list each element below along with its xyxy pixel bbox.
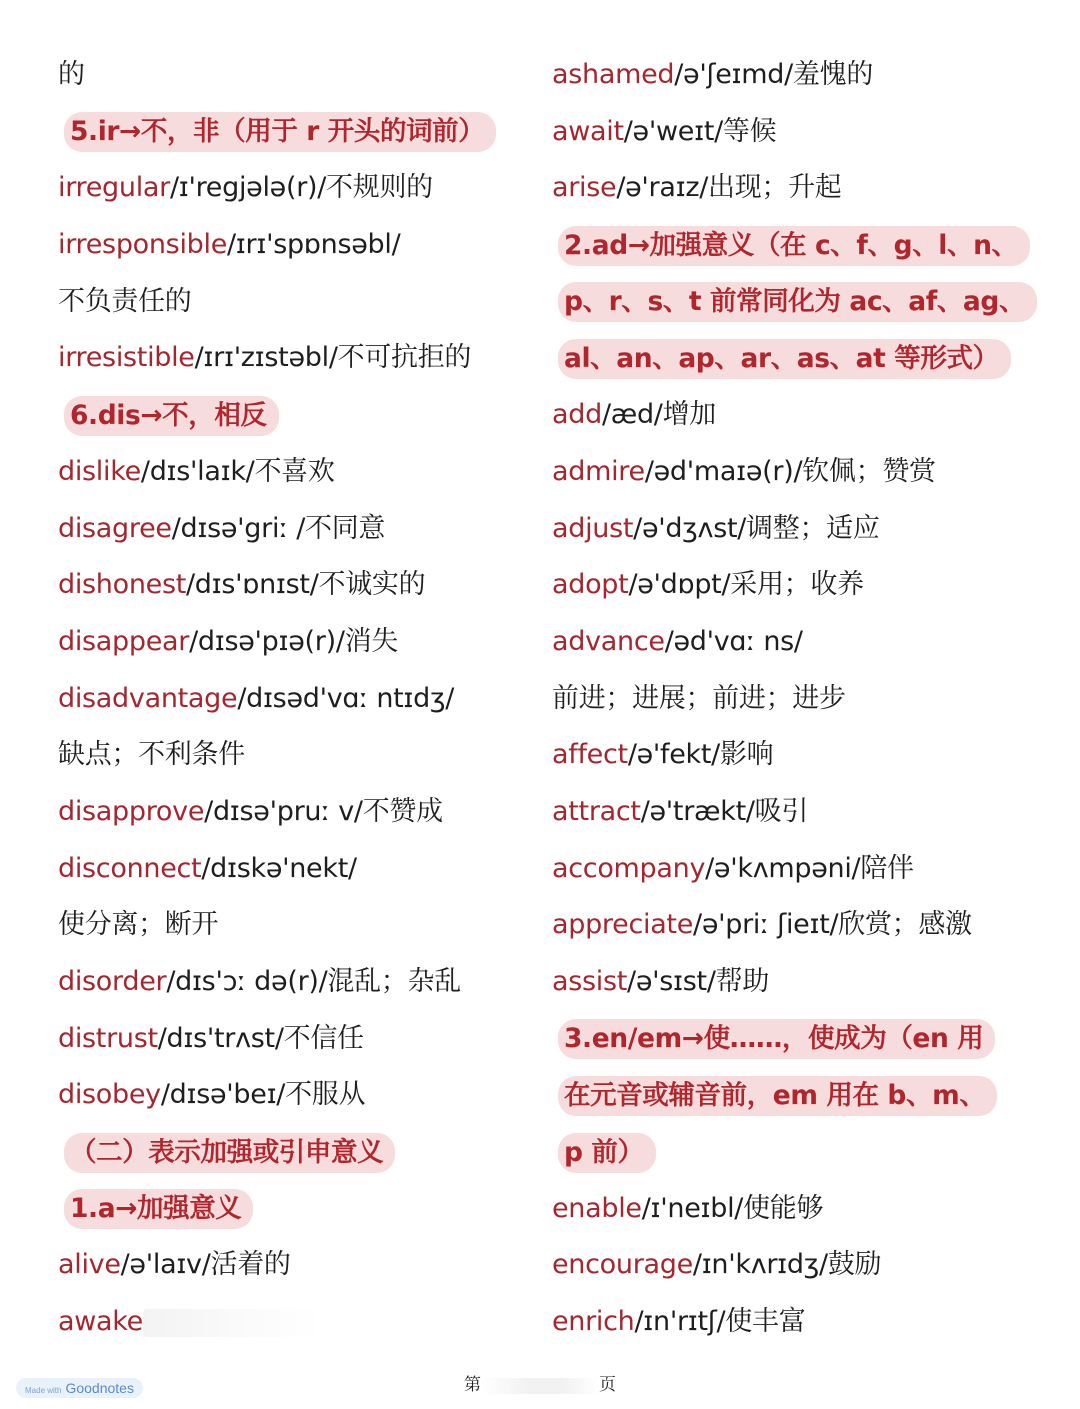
line-text: 的	[58, 59, 85, 90]
badge-brand-text: Goodnotes	[65, 1380, 134, 1396]
vocab-word: advance	[552, 625, 665, 657]
vocab-entry	[552, 897, 1042, 954]
vocab-entry	[552, 954, 1042, 1011]
vocab-word: disapprove	[58, 795, 205, 827]
vocab-definition: /dɪs'ɔː də(r)/混乱；杂乱	[166, 966, 461, 997]
vocab-definition: /ə'priː ʃieɪt/欣赏；感激	[693, 909, 972, 941]
vocab-definition: /ɪ'regjələ(r)/不规则的	[169, 172, 433, 204]
vocab-definition: /əd'maɪə(r)/钦佩；赞赏	[644, 455, 936, 487]
vocab-word: encourage	[552, 1249, 693, 1281]
vocab-entry	[552, 1237, 1042, 1294]
page-suffix: 页	[599, 1375, 616, 1395]
vocab-entry	[552, 557, 1042, 614]
vocab-entry	[58, 1294, 528, 1351]
vocab-entry	[552, 841, 1042, 898]
vocab-word: ashamed	[552, 59, 675, 90]
section-heading	[58, 104, 528, 161]
badge-small-text: Made with	[25, 1386, 62, 1395]
vocab-entry	[58, 1067, 528, 1124]
heading-text: 2.ad→加强意义（在 c、f、g、l、n、	[558, 226, 1030, 266]
vocab-word: affect	[552, 739, 628, 771]
vocab-definition: /dɪsə'griː /不同意	[171, 512, 386, 544]
vocab-entry	[552, 47, 1042, 104]
vocab-definition: /dɪs'laɪk/不喜欢	[140, 455, 335, 487]
vocab-entry	[58, 217, 528, 274]
vocab-word: disorder	[58, 966, 167, 997]
text-line	[552, 671, 1042, 728]
vocab-definition: /dɪskə'nekt/	[201, 852, 357, 884]
vocab-definition: /dɪsə'beɪ/不服从	[160, 1079, 366, 1111]
vocab-word: distrust	[58, 1022, 158, 1054]
vocab-word: assist	[552, 966, 628, 997]
vocab-word: dislike	[58, 455, 141, 487]
vocab-entry	[58, 954, 528, 1011]
vocab-definition: /ə'kʌmpəni/陪伴	[705, 852, 914, 884]
vocab-definition: /ɪrɪ'spɒnsəbl/	[227, 229, 401, 261]
text-line	[58, 727, 528, 784]
vocab-word: await	[552, 115, 624, 147]
goodnotes-badge[interactable]	[16, 1378, 143, 1398]
vocab-entry	[58, 160, 528, 217]
vocab-definition: /əd'vɑː ns/	[664, 625, 803, 657]
heading-text: 5.ir→不，非（用于 r 开头的词前）	[64, 112, 496, 152]
line-text: 缺点；不利条件	[58, 739, 245, 771]
vocab-entry	[552, 727, 1042, 784]
text-line	[58, 897, 528, 954]
vocab-word: admire	[552, 455, 645, 487]
vocab-entry	[58, 330, 528, 387]
section-heading	[552, 330, 1042, 387]
vocab-word: arise	[552, 172, 617, 204]
text-line	[58, 274, 528, 331]
vocab-entry	[58, 614, 528, 671]
vocab-word: disadvantage	[58, 682, 238, 714]
section-heading	[552, 1124, 1042, 1181]
vocab-definition: /dɪsə'pɪə(r)/消失	[189, 625, 399, 657]
heading-text: 3.en/em→使……，使成为（en 用	[558, 1019, 995, 1059]
vocab-definition: /ɪn'kʌrɪdʒ/鼓励	[692, 1249, 882, 1281]
vocab-word: enrich	[552, 1306, 635, 1338]
vocab-word: disconnect	[58, 852, 202, 884]
vocab-word: irresistible	[58, 342, 195, 374]
vocab-definition: /ə'trækt/吸引	[640, 795, 809, 827]
vocab-word: appreciate	[552, 909, 694, 941]
vocab-definition: /dɪs'ɒnɪst/不诚实的	[186, 569, 426, 601]
vocab-entry	[58, 671, 528, 728]
vocab-definition: /ɪn'rɪtʃ/使丰富	[634, 1306, 806, 1338]
vocab-definition: /ə'dʒʌst/调整；适应	[633, 512, 880, 544]
vocab-entry	[58, 501, 528, 558]
vocab-entry	[58, 841, 528, 898]
section-heading	[58, 1181, 528, 1238]
vocab-entry	[58, 784, 528, 841]
vocab-definition: /ə'dɒpt/采用；收养	[628, 569, 864, 601]
section-heading	[58, 1124, 528, 1181]
vocab-entry	[58, 444, 528, 501]
vocab-definition: /ə'weɪt/等候	[623, 115, 777, 147]
vocab-entry	[552, 444, 1042, 501]
redacted-text	[143, 1309, 323, 1337]
vocab-definition: /ə'raɪz/出现；升起	[616, 172, 842, 204]
vocab-word: disobey	[58, 1079, 161, 1111]
section-heading	[552, 217, 1042, 274]
heading-text: 1.a→加强意义	[64, 1189, 253, 1229]
redacted-page-number	[481, 1378, 599, 1394]
vocab-definition: /ə'laɪv/活着的	[120, 1249, 291, 1281]
vocab-entry	[552, 104, 1042, 161]
section-heading	[58, 387, 528, 444]
line-text: 使分离；断开	[58, 909, 219, 941]
vocab-entry	[552, 387, 1042, 444]
heading-text: p 前）	[558, 1133, 656, 1173]
vocab-definition: /dɪs'trʌst/不信任	[157, 1022, 364, 1054]
left-column	[58, 47, 528, 1351]
vocab-entry	[552, 501, 1042, 558]
vocab-word: dishonest	[58, 569, 187, 601]
vocab-word: disagree	[58, 512, 172, 544]
heading-text: al、an、ap、ar、as、at 等形式）	[558, 339, 1011, 379]
vocab-definition: /ə'fekt/影响	[627, 739, 774, 771]
vocab-word: irregular	[58, 172, 170, 204]
section-heading	[552, 1067, 1042, 1124]
vocab-entry	[552, 614, 1042, 671]
vocab-definition: /ɪ'neɪbl/使能够	[641, 1192, 824, 1224]
vocab-definition: /dɪsəd'vɑː ntɪdʒ/	[237, 682, 455, 714]
vocab-entry	[58, 1237, 528, 1294]
page-number	[464, 1370, 616, 1395]
vocab-word: alive	[58, 1249, 121, 1281]
vocab-entry	[58, 1011, 528, 1068]
vocab-definition: /ɪrɪ'zɪstəbl/不可抗拒的	[194, 342, 472, 374]
line-text: 不负责任的	[58, 285, 192, 317]
right-column	[552, 47, 1042, 1351]
heading-text: 6.dis→不，相反	[64, 396, 279, 436]
vocab-word: adjust	[552, 512, 634, 544]
vocab-definition: /ə'ʃeɪmd/羞愧的	[674, 59, 874, 90]
vocab-definition: /dɪsə'pruː v/不赞成	[204, 795, 443, 827]
line-text: 前进；进展；前进；进步	[552, 682, 846, 714]
section-heading	[552, 1011, 1042, 1068]
vocab-word: disappear	[58, 625, 190, 657]
vocab-entry	[552, 1294, 1042, 1351]
section-heading	[552, 274, 1042, 331]
text-line	[58, 47, 528, 104]
vocab-entry	[552, 160, 1042, 217]
vocab-word: enable	[552, 1192, 642, 1224]
vocab-word: accompany	[552, 852, 706, 884]
vocab-word: adopt	[552, 569, 629, 601]
vocab-word: irresponsible	[58, 229, 228, 261]
vocab-word: attract	[552, 795, 641, 827]
heading-text: p、r、s、t 前常同化为 ac、af、ag、	[558, 282, 1037, 322]
page-prefix: 第	[464, 1375, 481, 1395]
vocab-entry	[58, 557, 528, 614]
vocab-word: awake	[58, 1306, 143, 1338]
heading-text: （二）表示加强或引申意义	[64, 1133, 395, 1173]
vocab-definition: /æd/增加	[601, 399, 716, 431]
vocab-entry	[552, 784, 1042, 841]
vocab-definition: /ə'sɪst/帮助	[627, 966, 770, 997]
vocab-entry	[552, 1181, 1042, 1238]
heading-text: 在元音或辅音前，em 用在 b、m、	[558, 1076, 997, 1116]
vocab-word: add	[552, 399, 602, 431]
